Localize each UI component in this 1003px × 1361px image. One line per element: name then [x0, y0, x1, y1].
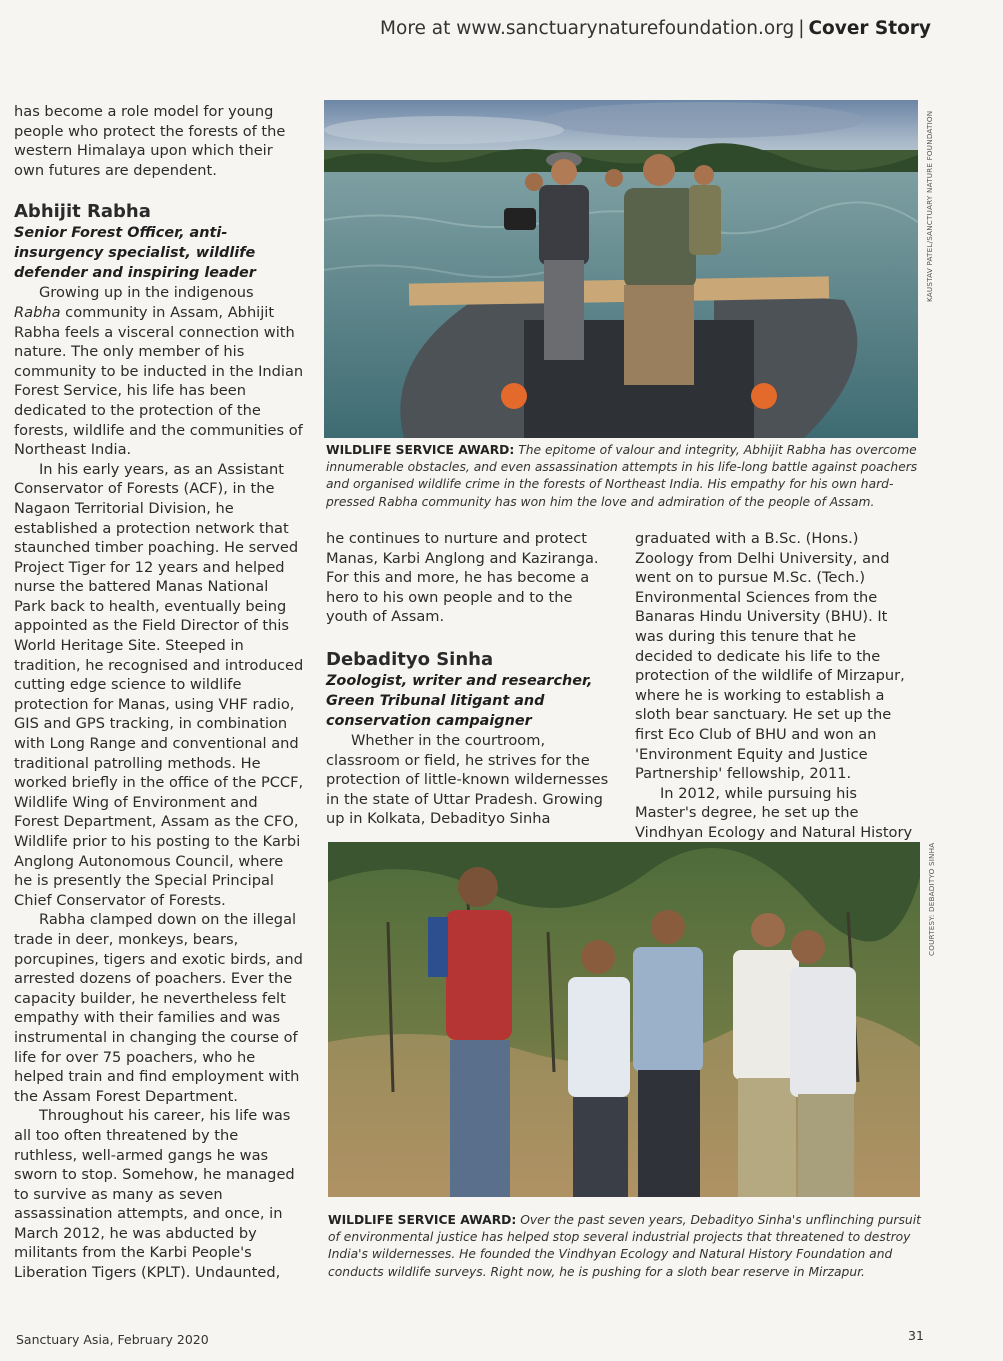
paragraph: Throughout his career, his life was all too often threatened by the ruthless, well-armed gangs he was sworn to stop. Somehow, he managed to survive as many as seven assassination attempts, and once, in March 2012, he was abducted by militants from the Karbi People's Liberation Tigers (KPLT). Undaunted, — [14, 1107, 295, 1282]
caption-label: WILDLIFE SERVICE AWARD: — [328, 1213, 517, 1227]
paragraph: Rabha clamped down on the illegal trade in deer, monkeys, bears, porcupines, tigers and exotic birds, and arrested dozens of poachers. Ever the capacity builder, he nevertheless felt empathy with their families and was instrumental in changing the course of life for over 75 poachers, who he helped train and find employment with the Assam Forest Department. — [14, 911, 303, 1105]
paragraph: has become a role model for young people who protect the forests of the western Himalaya upon which their own futures are dependent. — [14, 103, 286, 179]
website-link[interactable]: More at www.sanctuarynaturefoundation.org — [380, 18, 795, 39]
right-column — [635, 529, 915, 862]
paragraph: graduated with a B.Sc. (Hons.) Zoology from Delhi University, and went on to pursue M.Sc. (Tech.) Environmental Sciences from the Banaras Hindu University (BHU). It was during this tenure that he decided to dedicate his life to the protection of the wildlife of Mirzapur, where he is working to establish a sloth bear sanctuary. He set up the first Eco Club of BHU and won an 'Environment Equity and Justice Partnership' fellowship, 2011. — [635, 530, 905, 783]
paragraph: In 2012, while pursuing his Master's degree, he set up the Vindhyan Ecology and Natural History — [635, 784, 913, 841]
caption-label: WILDLIFE SERVICE AWARD: — [326, 443, 515, 457]
left-column — [14, 102, 304, 1283]
paragraph: he continues to nurture and protect Manas, Karbi Anglong and Kaziranga. For this and more, he has become a hero to his own people and to the youth of Assam. — [326, 530, 599, 626]
paragraph: Growing up in the indigenous Rabha community in Assam, Abhijit Rabha feels a visceral connection with nature. The only member of his community to be inducted in the Indian Forest Service, his life has been dedicated to the protection of the forests, wildlife and the communities of Northeast India. — [14, 284, 304, 459]
paragraph: In his early years, as an Assistant Conservator of Forests (ACF), in the Nagaon Territorial Division, he established a protection network that staunched timber poaching. He served Project Tiger for 12 years and helped nurse the battered Manas National Park back to health, eventually being appointed as the Field Director of this World Heritage Site. Steeped in tradition, he recognised and introduced cutting edge science to wildlife protection for Manas, using VHF radio, GIS and GPS tracking, in combination with Long Range and conventional and traditional patrolling methods. He worked briefly in the office of the PCCF, Wildlife Wing of Environment and Forest Department, Assam as the CFO, Wildlife prior to his posting to the Karbi Anglong Autonomous Council, where he is presently the Special Principal Chief Conservator of Forests. — [14, 460, 304, 909]
photo-caption — [326, 442, 926, 511]
profile-subheading: Zoologist, writer and researcher, Green Tribunal litigant and conservation campaigner — [326, 672, 593, 729]
caption-text: Over the past seven years, Debadityo Sinha's unflinching pursuit of environmental justice has helped stop several industrial projects that threatened to destroy India's wildernesses. He founded the Vindhyan Ecology and Natural History Foundation and conducts wildlife surveys. Right now, he is pushing for a sloth bear reserve in Mirzapur. — [328, 1213, 921, 1279]
publication-footer: Sanctuary Asia, February 2020 — [16, 1332, 209, 1347]
paragraph: Whether in the courtroom, classroom or field, he strives for the protection of little-known wildernesses in the state of Uttar Pradesh. Growing up in Kolkata, Debadityo Sinha — [326, 731, 609, 828]
profile-subheading: Senior Forest Officer, anti-insurgency specialist, wildlife defender and inspiring leader — [14, 225, 256, 282]
page-header — [380, 18, 931, 39]
middle-column — [326, 529, 612, 829]
photo-river-boat-patrol — [324, 100, 918, 438]
header-separator: | — [798, 18, 805, 39]
page-number: 31 — [908, 1328, 924, 1343]
caption-text: The epitome of valour and integrity, Abhijit Rabha has overcome innumerable obstacles, and even assassination attempts in his life-long battle against poachers and organised wildlife crime in the forests of Northeast India. His empathy for his own hard-pressed Rabha community has won him the love and admiration of the people of Assam. — [326, 443, 918, 509]
profile-heading-abhijit-rabha: Abhijit Rabha — [14, 201, 151, 223]
photo-credit: KAUSTAV PATEL/SANCTUARY NATURE FOUNDATION — [925, 110, 934, 302]
photo-credit: COURTESY: DEBADITYO SINHA — [927, 842, 936, 956]
photo-caption — [328, 1212, 924, 1281]
section-title: Cover Story — [808, 18, 931, 39]
photo-group-field-survey — [328, 842, 920, 1197]
profile-heading-debadityo-sinha: Debadityo Sinha — [326, 648, 494, 670]
